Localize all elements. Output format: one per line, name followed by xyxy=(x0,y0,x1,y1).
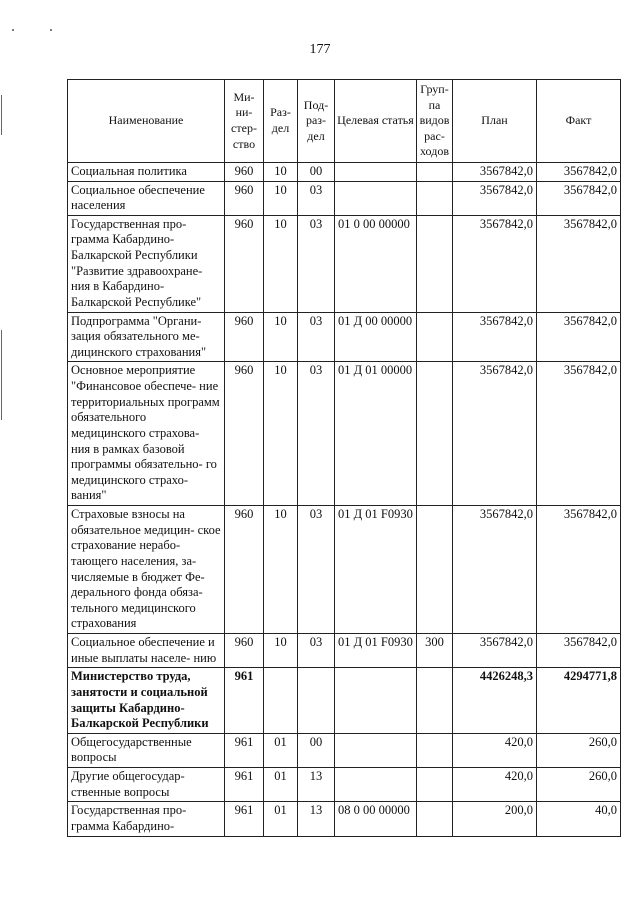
cell-ministry: 960 xyxy=(225,506,264,634)
cell-plan: 3567842,0 xyxy=(453,506,537,634)
cell-subsection: 00 xyxy=(298,162,335,181)
cell-section: 10 xyxy=(264,362,298,506)
table-header-row xyxy=(68,80,621,163)
header-name: Наименование xyxy=(68,80,225,163)
cell-subsection: 00 xyxy=(298,733,335,767)
header-ministry: Ми- ни- стер- ство xyxy=(225,80,264,163)
cell-section: 10 xyxy=(264,506,298,634)
cell-target: 01 0 00 00000 xyxy=(335,215,417,312)
cell-plan: 420,0 xyxy=(453,768,537,802)
cell-fact: 3567842,0 xyxy=(537,312,621,362)
cell-ministry: 960 xyxy=(225,634,264,668)
header-target: Целевая статья xyxy=(335,80,417,163)
cell-name: Социальное обеспечение населения xyxy=(68,181,225,215)
cell-target xyxy=(335,733,417,767)
cell-section: 10 xyxy=(264,215,298,312)
cell-target: 01 Д 00 00000 xyxy=(335,312,417,362)
cell-name: Общегосударственные вопросы xyxy=(68,733,225,767)
cell-name: Основное мероприятие "Финансовое обеспече- ние территориальных программ обязательного медицинского страхова- ния в рамках базовой программы обязательно- го медицинского страхо- вания" xyxy=(68,362,225,506)
scan-edge-mark xyxy=(1,95,2,135)
cell-plan: 3567842,0 xyxy=(453,215,537,312)
cell-ministry: 961 xyxy=(225,668,264,734)
cell-section: 10 xyxy=(264,312,298,362)
cell-fact: 40,0 xyxy=(537,802,621,836)
cell-plan: 4426248,3 xyxy=(453,668,537,734)
cell-target: 01 Д 01 00000 xyxy=(335,362,417,506)
cell-fact: 260,0 xyxy=(537,768,621,802)
cell-plan: 3567842,0 xyxy=(453,634,537,668)
table-row xyxy=(68,506,621,634)
cell-section xyxy=(264,668,298,734)
table-body xyxy=(68,162,621,836)
table-row xyxy=(68,362,621,506)
cell-ministry: 961 xyxy=(225,768,264,802)
cell-section: 01 xyxy=(264,802,298,836)
cell-target xyxy=(335,668,417,734)
cell-expense-group xyxy=(417,802,453,836)
cell-target xyxy=(335,181,417,215)
table-row xyxy=(68,668,621,734)
cell-section: 01 xyxy=(264,733,298,767)
cell-plan: 420,0 xyxy=(453,733,537,767)
table-row xyxy=(68,181,621,215)
cell-fact: 3567842,0 xyxy=(537,506,621,634)
cell-ministry: 961 xyxy=(225,733,264,767)
cell-section: 10 xyxy=(264,181,298,215)
cell-target: 01 Д 01 F0930 xyxy=(335,506,417,634)
cell-ministry: 960 xyxy=(225,362,264,506)
header-section: Раз- дел xyxy=(264,80,298,163)
cell-subsection: 13 xyxy=(298,802,335,836)
cell-target: 08 0 00 00000 xyxy=(335,802,417,836)
header-plan: План xyxy=(453,80,537,163)
page-number: 177 xyxy=(309,42,331,57)
cell-name: Министерство труда, занятости и социальной защиты Кабардино- Балкарской Республики xyxy=(68,668,225,734)
cell-fact: 3567842,0 xyxy=(537,215,621,312)
cell-subsection: 03 xyxy=(298,312,335,362)
cell-fact: 3567842,0 xyxy=(537,362,621,506)
cell-section: 01 xyxy=(264,768,298,802)
cell-target: 01 Д 01 F0930 xyxy=(335,634,417,668)
cell-fact: 260,0 xyxy=(537,733,621,767)
cell-target xyxy=(335,162,417,181)
table-row xyxy=(68,802,621,836)
cell-expense-group xyxy=(417,506,453,634)
cell-plan: 3567842,0 xyxy=(453,362,537,506)
cell-fact: 3567842,0 xyxy=(537,634,621,668)
scan-edge-mark xyxy=(1,330,2,420)
cell-name: Социальное обеспечение и иные выплаты населе- нию xyxy=(68,634,225,668)
cell-subsection: 13 xyxy=(298,768,335,802)
scan-speck xyxy=(12,29,14,31)
cell-subsection: 03 xyxy=(298,634,335,668)
table-row xyxy=(68,733,621,767)
table-row xyxy=(68,312,621,362)
cell-plan: 3567842,0 xyxy=(453,181,537,215)
table-row xyxy=(68,162,621,181)
cell-name: Социальная политика xyxy=(68,162,225,181)
table-row xyxy=(68,215,621,312)
header-fact: Факт xyxy=(537,80,621,163)
cell-expense-group xyxy=(417,215,453,312)
cell-expense-group xyxy=(417,733,453,767)
cell-expense-group xyxy=(417,668,453,734)
cell-subsection: 03 xyxy=(298,181,335,215)
cell-expense-group xyxy=(417,162,453,181)
cell-subsection: 03 xyxy=(298,215,335,312)
cell-subsection: 03 xyxy=(298,362,335,506)
cell-plan: 3567842,0 xyxy=(453,162,537,181)
cell-target xyxy=(335,768,417,802)
cell-name: Другие общегосудар- ственные вопросы xyxy=(68,768,225,802)
header-subsection: Под- раз- дел xyxy=(298,80,335,163)
cell-name: Подпрограмма "Органи- зация обязательного ме- дицинского страхования" xyxy=(68,312,225,362)
cell-expense-group xyxy=(417,181,453,215)
cell-section: 10 xyxy=(264,162,298,181)
cell-expense-group xyxy=(417,768,453,802)
cell-ministry: 960 xyxy=(225,181,264,215)
cell-expense-group: 300 xyxy=(417,634,453,668)
cell-name: Государственная про- грамма Кабардино- Балкарской Республики "Развитие здравоохране- ния в Кабардино- Балкарской Республике" xyxy=(68,215,225,312)
header-expense-group: Груп- па видов рас- ходов xyxy=(417,80,453,163)
cell-subsection xyxy=(298,668,335,734)
cell-ministry: 960 xyxy=(225,162,264,181)
cell-name: Государственная про- грамма Кабардино- xyxy=(68,802,225,836)
cell-section: 10 xyxy=(264,634,298,668)
cell-fact: 3567842,0 xyxy=(537,181,621,215)
cell-expense-group xyxy=(417,312,453,362)
cell-expense-group xyxy=(417,362,453,506)
cell-ministry: 960 xyxy=(225,215,264,312)
table-row xyxy=(68,634,621,668)
cell-subsection: 03 xyxy=(298,506,335,634)
cell-plan: 200,0 xyxy=(453,802,537,836)
cell-fact: 3567842,0 xyxy=(537,162,621,181)
table-row xyxy=(68,768,621,802)
cell-ministry: 960 xyxy=(225,312,264,362)
cell-name: Страховые взносы на обязательное медицин- ское страхование нерабо- тающего населения, за- числяемые в бюджет Фе- дерального фонда обяза- тельного медицинского страхования xyxy=(68,506,225,634)
cell-plan: 3567842,0 xyxy=(453,312,537,362)
cell-fact: 4294771,8 xyxy=(537,668,621,734)
cell-ministry: 961 xyxy=(225,802,264,836)
budget-table xyxy=(67,79,621,837)
scan-speck xyxy=(50,29,52,31)
